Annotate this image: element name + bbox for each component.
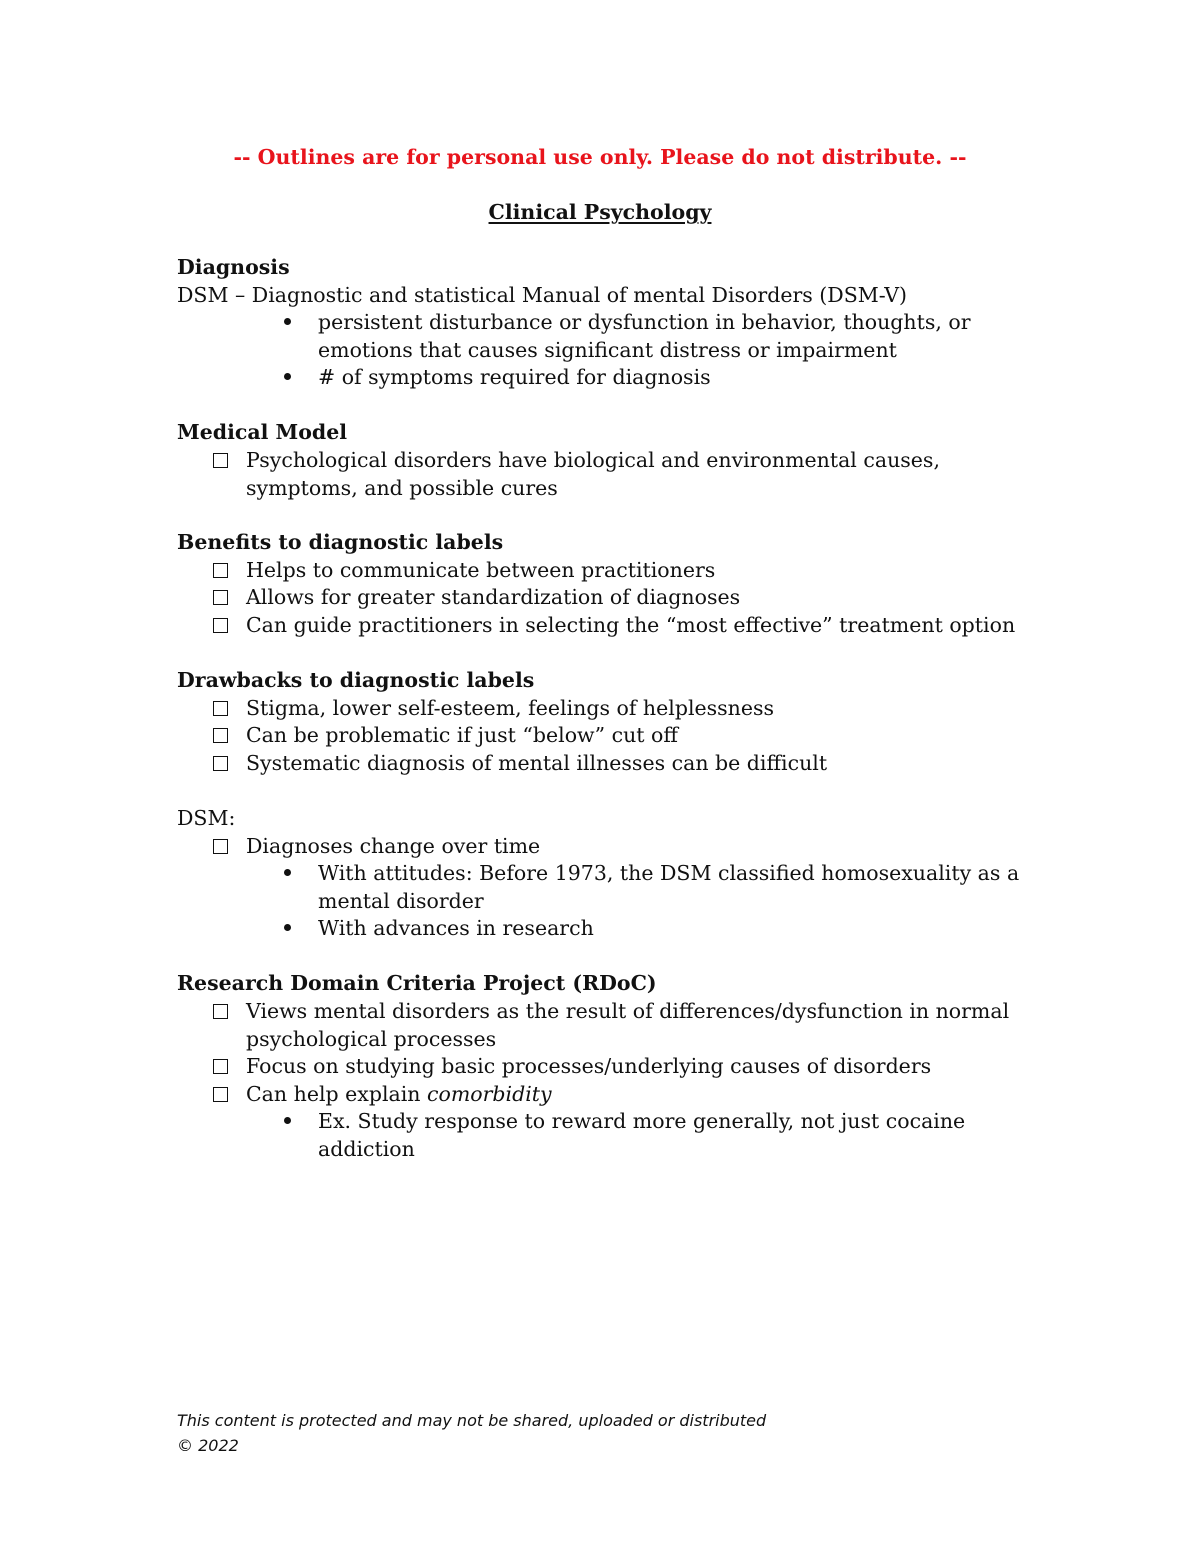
dsm-definition: DSM – Diagnostic and statistical Manual of mental Disorders (DSM-V) bbox=[177, 283, 907, 307]
footer-year: © 2022 bbox=[177, 1436, 239, 1455]
list-item: Can be problematic if just “below” cut off bbox=[246, 723, 678, 747]
list-item: With attitudes: Before 1973, the DSM classified homosexuality as a bbox=[318, 861, 1020, 885]
bullet-dot bbox=[284, 924, 291, 931]
emphasis-comorbidity: comorbidity bbox=[427, 1082, 552, 1106]
list-item bbox=[246, 1080, 552, 1108]
list-item: Diagnoses change over time bbox=[246, 834, 541, 858]
distribution-notice: -- Outlines are for personal use only. Please do not distribute. -- bbox=[233, 145, 967, 169]
checkbox-icon bbox=[213, 453, 228, 468]
footer-copyright-notice: This content is protected and may not be shared, uploaded or distributed bbox=[177, 1411, 767, 1430]
checkbox-icon bbox=[213, 563, 228, 578]
list-item: Systematic diagnosis of mental illnesses can be difficult bbox=[246, 751, 828, 775]
heading-dsm: DSM: bbox=[177, 806, 236, 830]
list-item-continuation: psychological processes bbox=[246, 1027, 497, 1051]
list-item: Can guide practitioners in selecting the “most effective” treatment option bbox=[246, 613, 1016, 637]
bullet-dot bbox=[284, 869, 291, 876]
checkbox-icon bbox=[213, 590, 228, 605]
bullet-dot bbox=[284, 1117, 291, 1124]
list-item-text: Can help explain bbox=[246, 1082, 428, 1106]
list-item: Stigma, lower self-esteem, feelings of helplessness bbox=[246, 696, 775, 720]
list-item: With advances in research bbox=[318, 916, 594, 940]
heading-rdoc: Research Domain Criteria Project (RDoC) bbox=[177, 971, 657, 995]
page-title: Clinical Psychology bbox=[488, 200, 712, 224]
checkbox-icon bbox=[213, 756, 228, 771]
list-item: Views mental disorders as the result of differences/dysfunction in normal bbox=[246, 999, 1010, 1023]
checkbox-icon bbox=[213, 1059, 228, 1074]
list-item-continuation: emotions that causes significant distress or impairment bbox=[318, 338, 897, 362]
list-item-continuation: symptoms, and possible cures bbox=[246, 476, 558, 500]
list-item: Allows for greater standardization of diagnoses bbox=[246, 585, 741, 609]
list-item: Psychological disorders have biological and environmental causes, bbox=[246, 448, 940, 472]
checkbox-icon bbox=[213, 701, 228, 716]
list-item: Focus on studying basic processes/underlying causes of disorders bbox=[246, 1054, 932, 1078]
list-item-continuation: addiction bbox=[318, 1137, 415, 1161]
bullet-dot bbox=[284, 373, 291, 380]
checkbox-icon bbox=[213, 1087, 228, 1102]
checkbox-icon bbox=[213, 839, 228, 854]
checkbox-icon bbox=[213, 618, 228, 633]
checkbox-icon bbox=[213, 728, 228, 743]
list-item-continuation: mental disorder bbox=[318, 889, 484, 913]
heading-benefits: Benefits to diagnostic labels bbox=[177, 530, 504, 554]
heading-diagnosis: Diagnosis bbox=[177, 255, 290, 279]
bullet-dot bbox=[284, 318, 291, 325]
heading-drawbacks: Drawbacks to diagnostic labels bbox=[177, 668, 535, 692]
list-item: # of symptoms required for diagnosis bbox=[318, 365, 711, 389]
checkbox-icon bbox=[213, 1004, 228, 1019]
heading-medical-model: Medical Model bbox=[177, 420, 348, 444]
list-item: Helps to communicate between practitioners bbox=[246, 558, 716, 582]
list-item: Ex. Study response to reward more generally, not just cocaine bbox=[318, 1109, 966, 1133]
list-item: persistent disturbance or dysfunction in behavior, thoughts, or bbox=[318, 310, 971, 334]
